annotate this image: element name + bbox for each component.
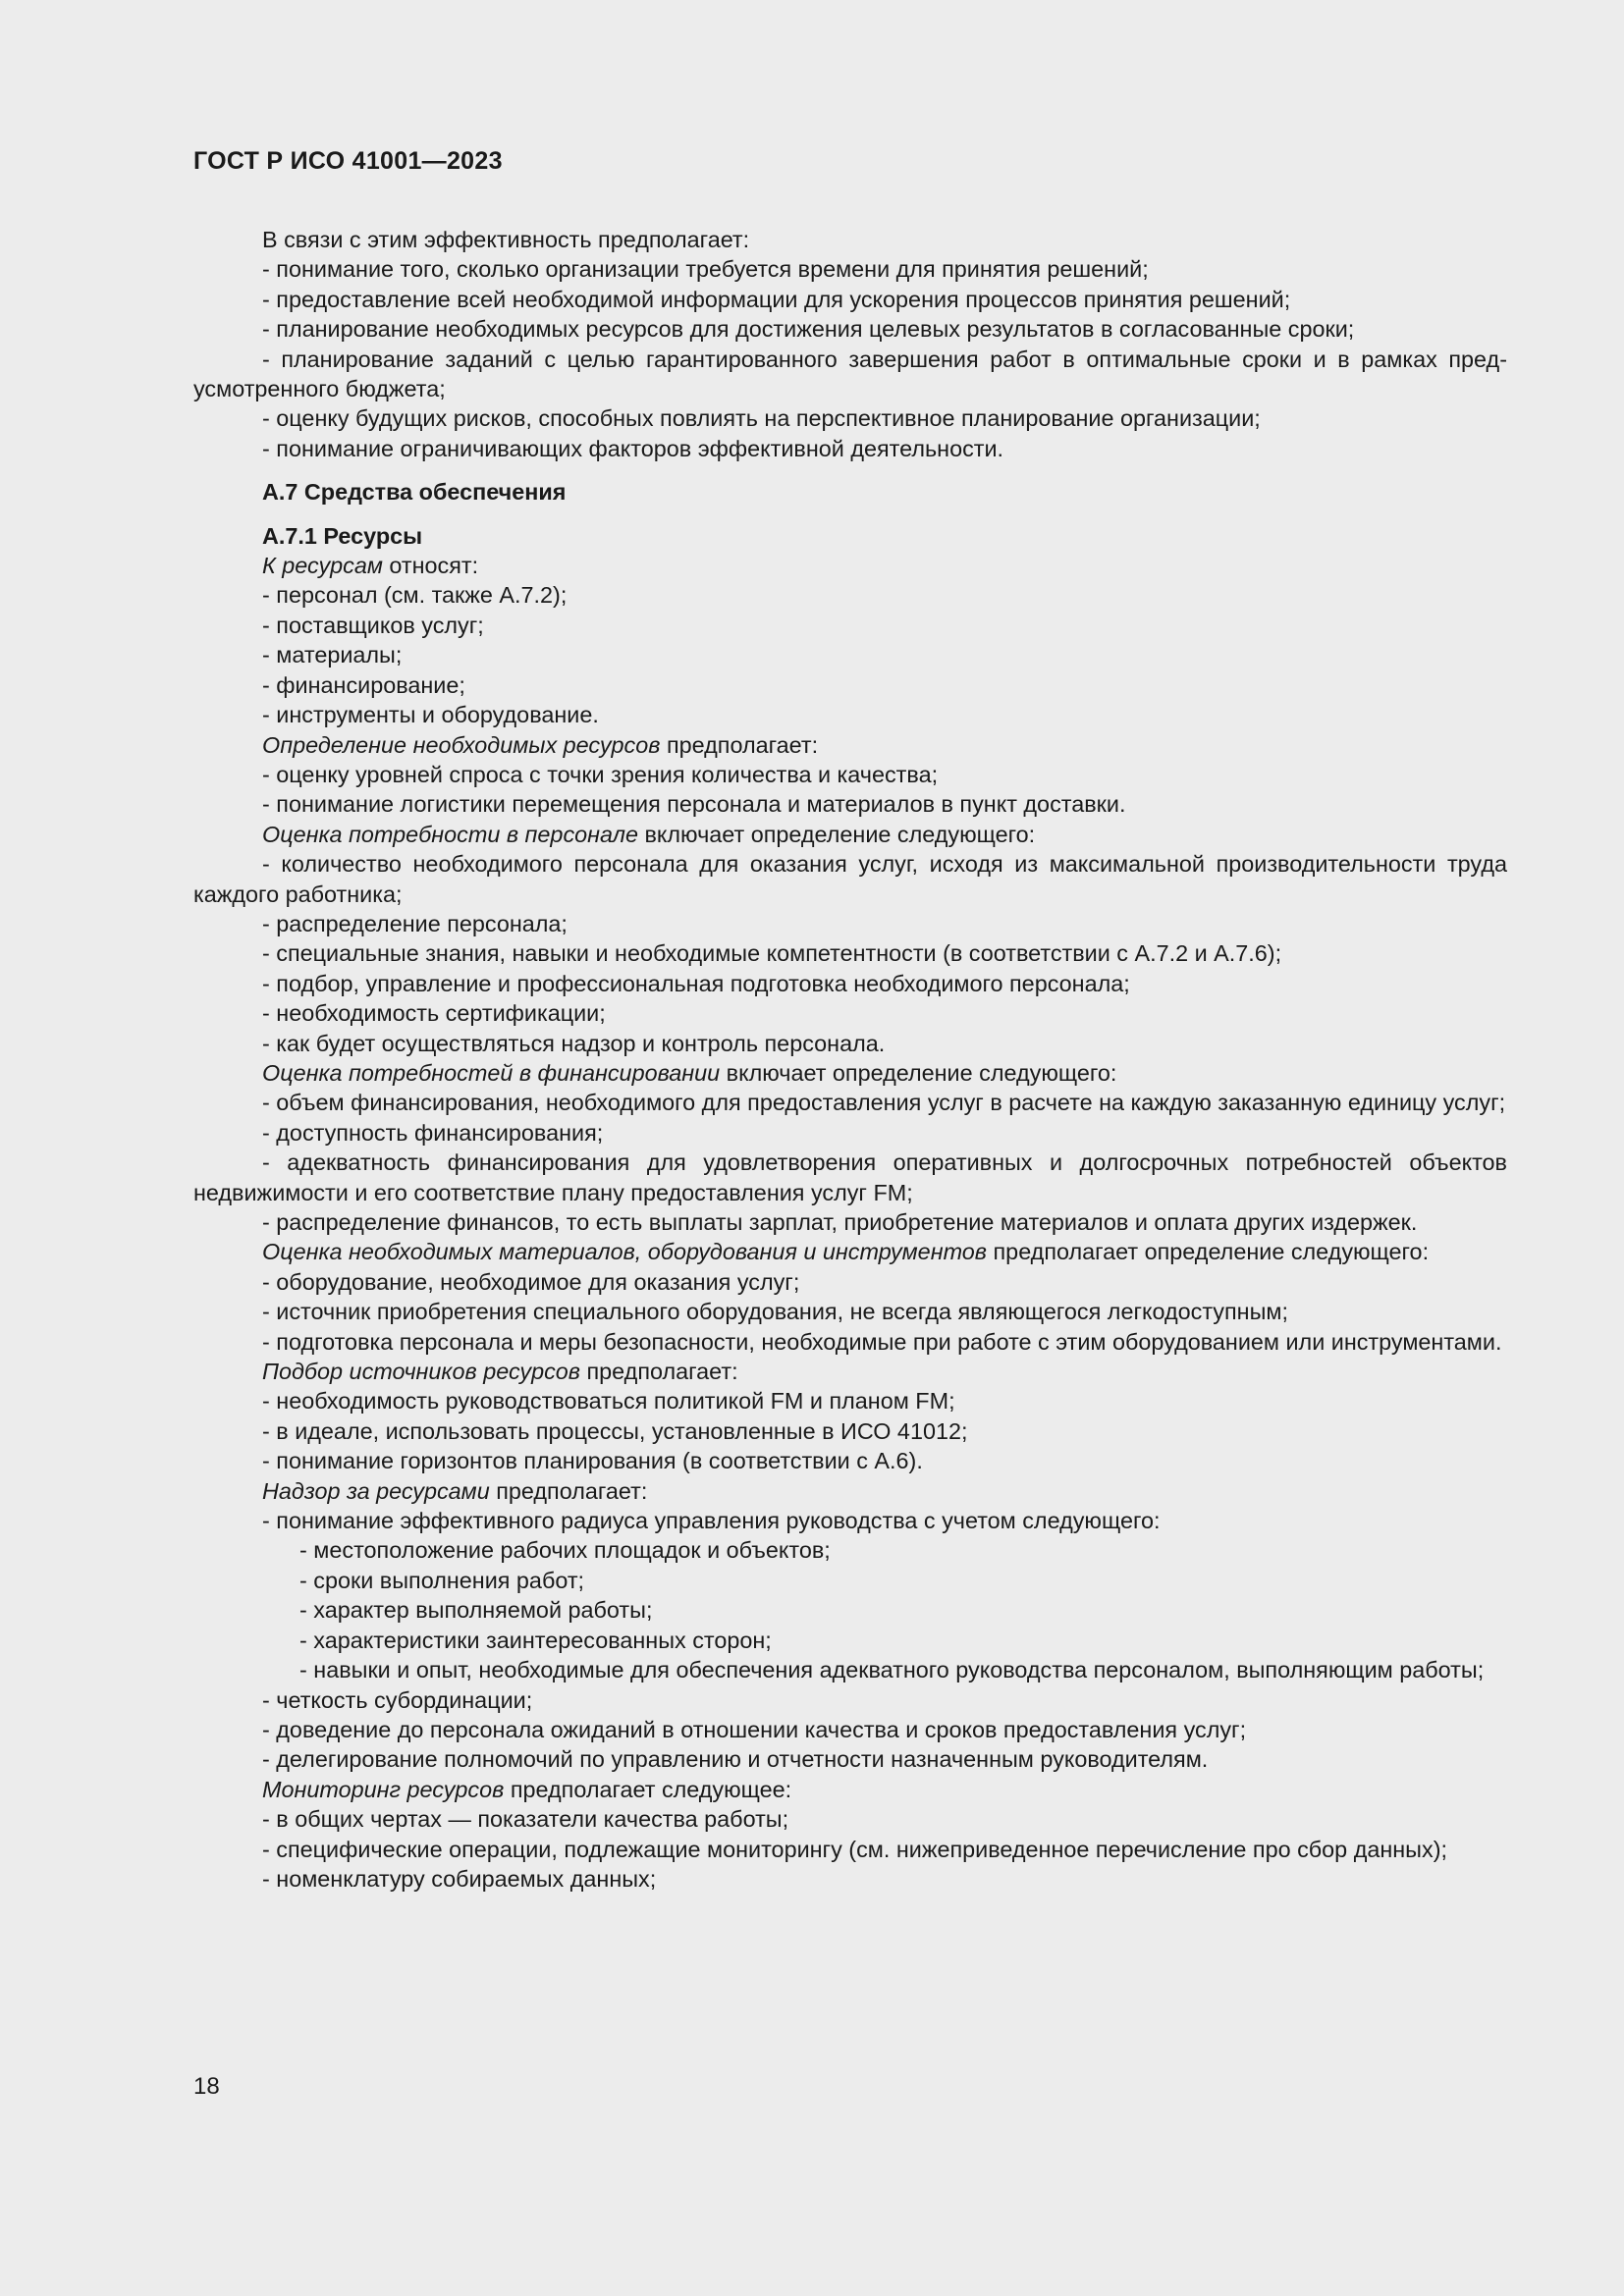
list-item: - распределение персонала; [262, 910, 568, 936]
list-item: - оценку уровней спроса с точки зрения количества и качества; [262, 761, 939, 787]
italic-term: Оценка потребности в персонале [262, 821, 638, 847]
intro-text: предполагает: [489, 1477, 648, 1504]
list-item: - планирование заданий с целью гарантированного завершения работ в оптимальные сроки и в рамках предусмотренного бюджета; [193, 346, 1507, 402]
list-item: - инструменты и оборудование. [262, 702, 599, 728]
paragraph-intro [193, 1357, 1507, 1386]
sub-list-item: - характеристики заинтересованных сторон; [299, 1627, 772, 1653]
list-item: - доступность финансирования; [262, 1119, 604, 1146]
paragraph-intro [193, 730, 1507, 760]
sub-list-item: - сроки выполнения работ; [299, 1567, 585, 1593]
page-number: 18 [193, 2073, 220, 2100]
document-header: ГОСТ Р ИСО 41001—2023 [193, 147, 503, 175]
list-item: - специальные знания, навыки и необходимые компетентности (в соответствии с А.7.2 и А.7.6); [262, 940, 1282, 967]
list-item: - подготовка персонала и меры безопасности, необходимые при работе с этим оборудованием или инструментами. [262, 1328, 1502, 1355]
paragraph-intro [193, 1775, 1507, 1804]
italic-term: Подбор источников ресурсов [262, 1359, 580, 1385]
document-body [193, 225, 1507, 1894]
list-item: - делегирование полномочий по управлению и отчетности назначенным руководителям. [262, 1746, 1209, 1773]
list-item: - адекватность финансирования для удовлетворения оперативных и долгосрочных потребностей объектов недвижимости и его соответствие плану предоставления услуг FM; [193, 1149, 1507, 1205]
paragraph-intro [193, 820, 1507, 849]
paragraph-intro [193, 1058, 1507, 1088]
list-item: - необходимость сертификации; [262, 1000, 606, 1027]
list-item: - понимание ограничивающих факторов эффективной деятельности. [262, 435, 1004, 461]
list-item: - оборудование, необходимое для оказания услуг; [262, 1268, 800, 1295]
list-item: - персонал (см. также А.7.2); [262, 582, 568, 609]
list-item: - материалы; [262, 642, 403, 668]
list-item: - необходимость руководствоваться политикой FM и планом FM; [262, 1388, 955, 1415]
paragraph-intro [193, 1476, 1507, 1506]
list-item: - доведение до персонала ожиданий в отношении качества и сроков предоставления услуг; [262, 1716, 1247, 1742]
list-item: - понимание того, сколько организации требуется времени для принятия решений; [262, 256, 1149, 283]
list-item: - как будет осуществляться надзор и контроль персонала. [262, 1030, 886, 1056]
list-item: - предоставление всей необходимой информации для ускорения процессов принятия решений; [262, 286, 1291, 312]
sub-list-item: - характер выполняемой работы; [299, 1597, 653, 1624]
list-item: - поставщиков услуг; [262, 612, 484, 638]
list-item: - номенклатуру собираемых данных; [262, 1865, 657, 1892]
list-item: - в общих чертах — показатели качества работы; [262, 1806, 789, 1833]
italic-term: Определение необходимых ресурсов [262, 731, 661, 758]
italic-term: Оценка потребностей в финансировании [262, 1059, 721, 1086]
list-item: - понимание горизонтов планирования (в соответствии с А.6). [262, 1448, 923, 1474]
italic-term: Надзор за ресурсами [262, 1477, 490, 1504]
paragraph-intro [193, 551, 1507, 580]
intro-text: включает определение следующего: [720, 1059, 1117, 1086]
list-item: - понимание эффективного радиуса управления руководства с учетом следующего: [262, 1508, 1161, 1534]
intro-text: включает определение следующего: [637, 821, 1036, 847]
sub-list-item: - навыки и опыт, необходимые для обеспечения адекватного руководства персоналом, выполняющим работы; [299, 1657, 1485, 1683]
intro-text: предполагает: [660, 731, 819, 758]
list-item: - оценку будущих рисков, способных повлиять на перспективное планирование организации; [262, 405, 1261, 432]
intro-text: относят: [382, 553, 479, 579]
list-item: - понимание логистики перемещения персонала и материалов в пункт доставки. [262, 791, 1126, 818]
section-heading-a7: А.7 Средства обеспечения [262, 479, 567, 506]
list-item: - четкость субординации; [262, 1686, 533, 1713]
list-item: - объем финансирования, необходимого для предоставления услуг в расчете на каждую заказанную единицу услуг; [262, 1090, 1506, 1116]
paragraph-intro [193, 1237, 1507, 1266]
list-item: - планирование необходимых ресурсов для достижения целевых результатов в согласованные сроки; [262, 316, 1355, 343]
intro-text: предполагает определение следующего: [987, 1239, 1430, 1265]
list-item: - источник приобретения специального оборудования, не всегда являющегося легкодоступным; [262, 1299, 1288, 1325]
list-item: - финансирование; [262, 671, 465, 698]
sub-list-item: - местоположение рабочих площадок и объектов; [299, 1537, 831, 1564]
italic-term: К ресурсам [262, 553, 383, 579]
list-item: - распределение финансов, то есть выплаты зарплат, приобретение материалов и оплата других издержек. [262, 1209, 1418, 1235]
italic-term: Мониторинг ресурсов [262, 1776, 505, 1802]
list-item: - специфические операции, подлежащие мониторингу (см. нижеприведенное перечисление про сбор данных); [262, 1836, 1447, 1862]
intro-text: предполагает следующее: [504, 1776, 792, 1802]
list-item: - подбор, управление и профессиональная подготовка необходимого персонала; [262, 970, 1130, 996]
intro-text: предполагает: [580, 1359, 738, 1385]
paragraph-intro: В связи с этим эффективность предполагает: [262, 227, 750, 252]
italic-term: Оценка необходимых материалов, оборудования и инструментов [262, 1239, 988, 1265]
list-item: - количество необходимого персонала для оказания услуг, исходя из максимальной производительности труда каждого работника; [193, 851, 1507, 907]
list-item: - в идеале, использовать процессы, установленные в ИСО 41012; [262, 1417, 968, 1444]
section-heading-a71: А.7.1 Ресурсы [262, 522, 423, 549]
